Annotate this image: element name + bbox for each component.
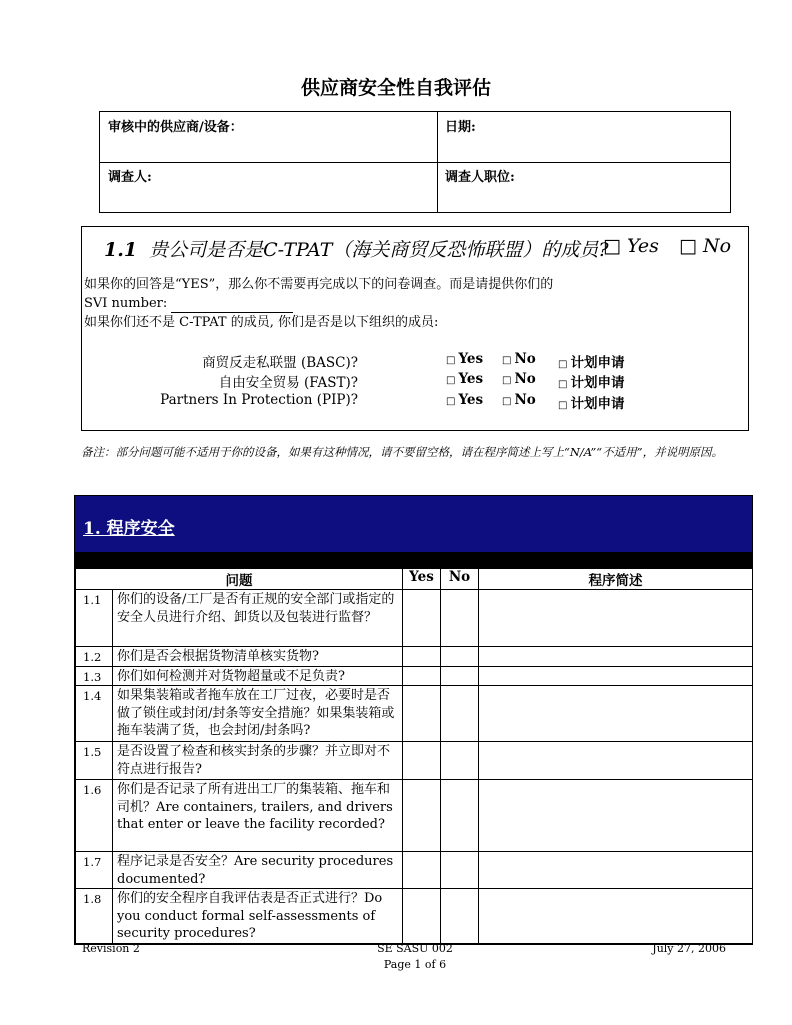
note-text: 备注：部分问题可能不适用于你的设备，如果有这种情况，请不要留空格，请在程序简述上写上“N/A”“不适用”，并说明原因。 <box>81 445 724 459</box>
row-number: 1.2 <box>76 647 113 667</box>
table-row <box>76 889 753 944</box>
table-header-row <box>76 569 753 590</box>
org-no-option[interactable]: □ No <box>502 351 536 367</box>
header-info-table <box>99 111 731 213</box>
row-description-cell[interactable] <box>479 647 753 667</box>
row-question: 是否设置了检查和核实封条的步骤？并立即对不符点进行报告? <box>113 742 403 780</box>
ctpat-question <box>104 235 609 262</box>
org-yes-option[interactable]: □ Yes <box>446 371 484 387</box>
org-row-fast <box>82 371 748 391</box>
row-description-cell[interactable] <box>479 742 753 780</box>
column-header-question: 问题 <box>76 569 403 590</box>
row-yes-cell[interactable] <box>403 647 441 667</box>
row-number: 1.7 <box>76 852 113 889</box>
row-description-cell[interactable] <box>479 590 753 647</box>
row-yes-cell[interactable] <box>403 742 441 780</box>
section-title: 1. 程序安全 <box>83 519 175 539</box>
org-row-pip <box>82 392 748 412</box>
svi-number-field[interactable] <box>171 298 293 313</box>
footer-date: July 27, 2006 <box>652 942 726 955</box>
ctpat-question-box <box>81 226 749 431</box>
investigator-label: 调查人: <box>108 170 152 185</box>
section-program-security <box>74 495 753 945</box>
org-no-option[interactable]: □ No <box>502 392 536 408</box>
row-yes-cell[interactable] <box>403 590 441 647</box>
table-row <box>76 780 753 852</box>
row-description-cell[interactable] <box>479 889 753 944</box>
header-divider-horizontal <box>100 162 730 163</box>
table-row <box>76 852 753 889</box>
footer-revision: Revision 2 <box>82 942 140 955</box>
org-name: 自由安全贸易 (FAST)? <box>218 375 358 391</box>
table-row <box>76 666 753 686</box>
row-question: 你们的设备/工厂是否有正规的安全部门或指定的安全人员进行介绍、卸货以及包装进行监督？ <box>113 590 403 647</box>
row-no-cell[interactable] <box>441 647 479 667</box>
row-question: 你们是否记录了所有进出工厂的集装箱、拖车和司机？Are containers, trailers, and drivers that enter or leave the facility recorded? <box>113 780 403 852</box>
row-question: 程序记录是否安全？Are security procedures documented? <box>113 852 403 889</box>
row-number: 1.6 <box>76 780 113 852</box>
ctpat-yes-checkbox[interactable]: □ Yes <box>603 235 659 257</box>
table-row <box>76 590 753 647</box>
org-row-basc <box>82 351 748 371</box>
row-yes-cell[interactable] <box>403 852 441 889</box>
org-plan-option[interactable]: □ 计划申请 <box>558 355 625 371</box>
table-row <box>76 686 753 742</box>
date-label: 日期: <box>445 120 476 135</box>
org-no-option[interactable]: □ No <box>502 371 536 387</box>
row-no-cell[interactable] <box>441 666 479 686</box>
row-description-cell[interactable] <box>479 686 753 742</box>
row-description-cell[interactable] <box>479 780 753 852</box>
org-name: Partners In Protection (PIP)? <box>160 392 358 408</box>
ctpat-question-text: 贵公司是否是C-TPAT（海关商贸反恐怖联盟）的成员? <box>149 239 609 261</box>
org-plan-option[interactable]: □ 计划申请 <box>558 396 625 412</box>
row-no-cell[interactable] <box>441 686 479 742</box>
row-question: 你们的安全程序自我评估表是否正式进行？Do you conduct formal self-assessments of security procedures? <box>113 889 403 944</box>
row-number: 1.8 <box>76 889 113 944</box>
column-header-no: No <box>441 569 479 590</box>
ctpat-no-checkbox[interactable]: □ No <box>679 235 732 257</box>
table-row <box>76 647 753 667</box>
row-description-cell[interactable] <box>479 666 753 686</box>
row-yes-cell[interactable] <box>403 686 441 742</box>
supplier-label: 审核中的供应商/设备： <box>108 120 243 135</box>
row-number: 1.1 <box>76 590 113 647</box>
org-plan-option[interactable]: □ 计划申请 <box>558 375 625 391</box>
table-row <box>76 742 753 780</box>
column-header-yes: Yes <box>403 569 441 590</box>
footer-doc-id: SE SASU 002 <box>377 942 453 955</box>
row-no-cell[interactable] <box>441 852 479 889</box>
svi-number-line <box>84 294 293 313</box>
org-name: 商贸反走私联盟 (BASC)? <box>202 355 358 371</box>
row-question: 你们是否会根据货物清单核实货物? <box>113 647 403 667</box>
row-no-cell[interactable] <box>441 742 479 780</box>
ctpat-instruction-line-1: 如果你的回答是“YES”，那么你不需要再完成以下的问卷调查。而是请提供你们的 <box>84 277 554 292</box>
row-no-cell[interactable] <box>441 889 479 944</box>
row-no-cell[interactable] <box>441 590 479 647</box>
question-table <box>75 568 753 944</box>
investigator-title-label: 调查人职位: <box>445 170 515 185</box>
ctpat-instruction-line-3: 如果你们还不是 C-TPAT 的成员, 你们是否是以下组织的成员: <box>84 315 439 330</box>
row-yes-cell[interactable] <box>403 889 441 944</box>
row-yes-cell[interactable] <box>403 666 441 686</box>
row-number: 1.3 <box>76 666 113 686</box>
row-no-cell[interactable] <box>441 780 479 852</box>
footer-page-number: Page 1 of 6 <box>383 958 447 971</box>
svi-number-label: SVI number: <box>84 296 168 311</box>
row-question: 你们如何检测并对货物超量或不足负责? <box>113 666 403 686</box>
ctpat-question-number: 1.1 <box>104 239 138 261</box>
section-band <box>75 552 752 568</box>
row-yes-cell[interactable] <box>403 780 441 852</box>
column-header-description: 程序简述 <box>479 569 753 590</box>
row-number: 1.4 <box>76 686 113 742</box>
page-title: 供应商安全性自我评估 <box>300 77 491 99</box>
section-header <box>75 496 752 552</box>
org-yes-option[interactable]: □ Yes <box>446 351 484 367</box>
row-question: 如果集装箱或者拖车放在工厂过夜，必要时是否做了锁住或封闭/封条等安全措施？如果集装箱或拖车装满了货，也会封闭/封条吗? <box>113 686 403 742</box>
row-description-cell[interactable] <box>479 852 753 889</box>
org-yes-option[interactable]: □ Yes <box>446 392 484 408</box>
row-number: 1.5 <box>76 742 113 780</box>
